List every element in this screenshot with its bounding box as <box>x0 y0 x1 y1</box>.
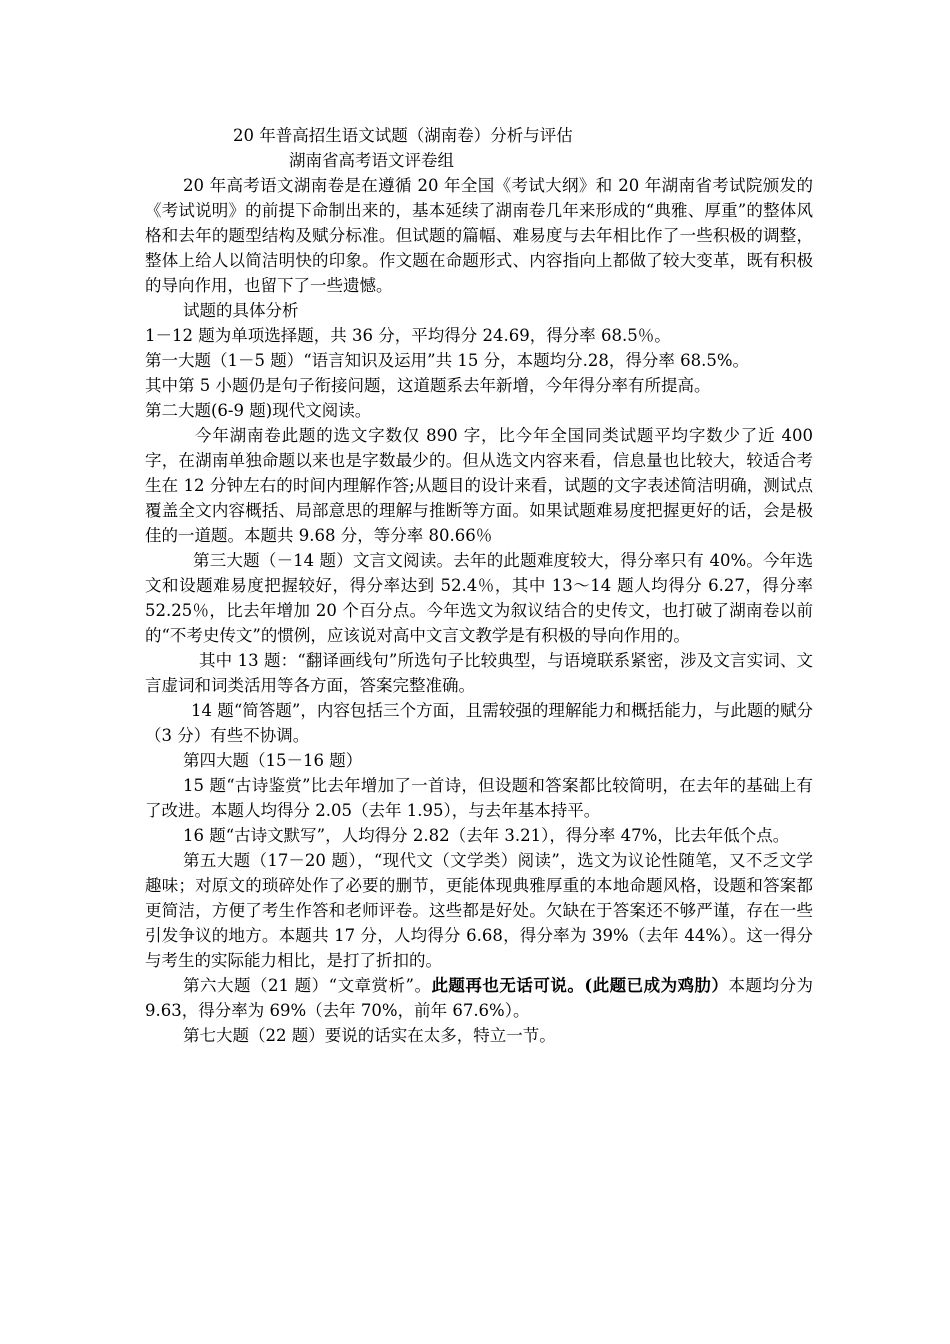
paragraph-part-six <box>145 973 813 1023</box>
paragraph-q16: 16 题“古诗文默写”，人均得分 2.82（去年 3.21），得分率 47%，比去年低个点。 <box>183 826 790 845</box>
paragraph-q1-12: 1－12 题为单项选择题，共 36 分，平均得分 24.69，得分率 68.5％。 <box>145 326 671 345</box>
document-title: 20 年普高招生语文试题（湖南卷）分析与评估 <box>233 126 573 145</box>
part-six-heading: 第六大题（21 题）“文章赏析”。 <box>183 976 432 995</box>
section-heading: 试题的具体分析 <box>183 301 299 320</box>
paragraph-part-five: 第五大题（17－20 题），“现代文（文学类）阅读”，选文为议论性随笔，又不乏文学趣味；对原文的琐碎处作了必要的删节，更能体现典雅厚重的本地命题风格，设题和答案都更简洁，方便了考生作答和老师评卷。这些都是好处。欠缺在于答案还不够严谨，存在一些引发争议的地方。本题共 17 分，人均得分 6.68，得分率为 39%（去年 44%）。这一得分与考生的实际能力相比，是打了折扣的。 <box>145 851 813 970</box>
part-six-bold-comment: 此题再也无话可说。(此题已成为鸡肋） <box>431 976 729 995</box>
paragraph-q5: 其中第 5 小题仍是句子衔接问题，这道题系去年新增，今年得分率有所提高。 <box>145 376 711 395</box>
document-body <box>145 123 813 1048</box>
paragraph-part-four-heading: 第四大题（15－16 题） <box>183 751 363 770</box>
paragraph-q15: 15 题“古诗鉴赏”比去年增加了一首诗，但设题和答案都比较简明，在去年的基础上有了改进。本题人均得分 2.05（去年 1.95），与去年基本持平。 <box>145 776 813 820</box>
paragraph-part-two-heading: 第二大题(6-9 题)现代文阅读。 <box>145 401 372 420</box>
paragraph-q14: 14 题“简答题”，内容包括三个方面，且需较强的理解能力和概括能力，与此题的赋分（3 分）有些不协调。 <box>145 701 813 745</box>
intro-paragraph: 20 年高考语文湖南卷是在遵循 20 年全国《考试大纲》和 20 年湖南省考试院颁发的《考试说明》的前提下命制出来的，基本延续了湖南卷几年来形成的“典雅、厚重”的整体风格和去年的题型结构及赋分标准。但试题的篇幅、难易度与去年相比作了一些积极的调整，整体上给人以简洁明快的印象。作文题在命题形式、内容指向上都做了较大变革，既有积极的导向作用，也留下了一些遗憾。 <box>145 176 813 295</box>
paragraph-part-seven: 第七大题（22 题）要说的话实在太多，特立一节。 <box>183 1026 556 1045</box>
paragraph-part-one: 第一大题（1－5 题）“语言知识及运用”共 15 分，本题均分.28，得分率 68.5%。 <box>145 351 749 370</box>
document-author: 湖南省高考语文评卷组 <box>289 151 454 170</box>
paragraph-part-two-body: 今年湖南卷此题的选文字数仅 890 字，比今年全国同类试题平均字数少了近 400 字，在湖南单独命题以来也是字数最少的。但从选文内容来看，信息量也比较大，较适合考生在 12 分钟左右的时间内理解作答;从题目的设计来看，试题的文字表述简洁明确，测试点覆盖全文内容概括、局部意思的理解与推断等方面。如果试题难易度把握更好的话，会是极佳的一道题。本题共 9.68 分，等分率 80.66％ <box>145 426 813 545</box>
part-six-stats: 本题均分为 9.63，得分率为 69%（去年 70%，前年 67.6%）。 <box>145 976 813 1020</box>
paragraph-part-three: 第三大题（－14 题）文言文阅读。去年的此题难度较大，得分率只有 40%。今年选文和设题难易度把握较好，得分率达到 52.4％，其中 13～14 题人均得分 6.27，得分率 52.25％，比去年增加 20 个百分点。今年选文为叙议结合的史传文，也打破了湖南卷以前的“不考史传文”的惯例，应该说对高中文言文教学是有积极的导向作用的。 <box>145 551 813 645</box>
paragraph-q13: 其中 13 题：“翻译画线句”所选句子比较典型，与语境联系紧密，涉及文言实词、文言虚词和词类活用等各方面，答案完整准确。 <box>145 651 813 695</box>
